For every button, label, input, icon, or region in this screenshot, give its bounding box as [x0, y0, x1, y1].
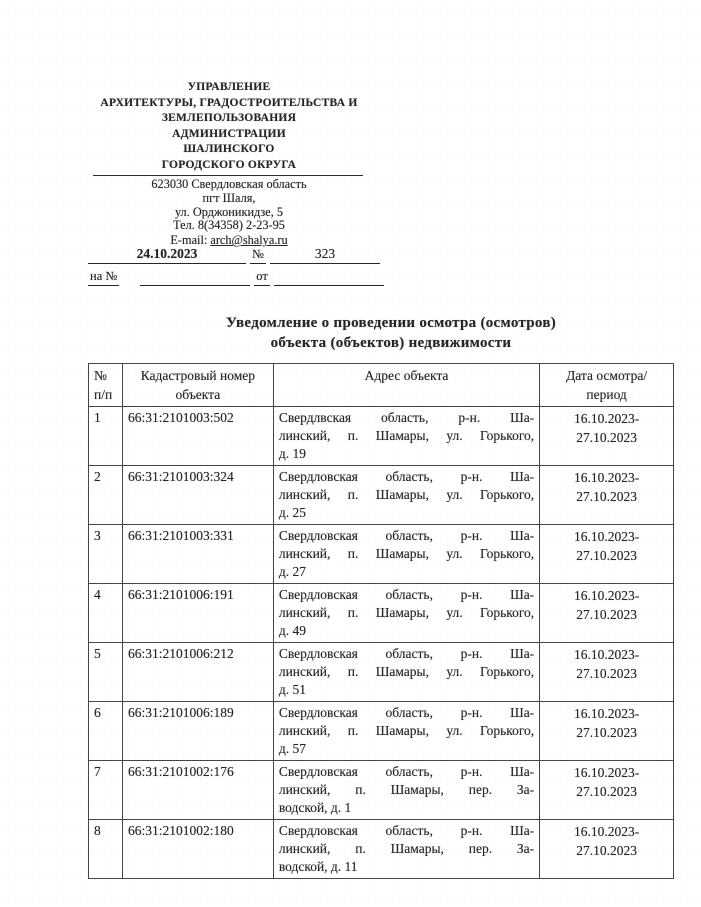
org-name-line: ЗЕМЛЕПОЛЬЗОВАНИЯ	[161, 112, 297, 124]
org-name-line: УПРАВЛЕНИЕ	[187, 81, 271, 93]
table-row	[89, 761, 674, 820]
object-address: Свердловская область, р-н. Ша- линский, п. Шамары, ул. Горького, д. 57	[273, 702, 539, 761]
row-number: 4	[89, 584, 123, 643]
email-label: E-mail:	[170, 233, 208, 248]
object-address: Свердловская область, р-н. Ша- линский, п. Шамары, ул. Горького, д. 25	[273, 466, 539, 525]
contact-line: ул. Орджоникидзе, 5	[174, 204, 284, 219]
reply-from-label: от	[254, 269, 270, 286]
object-address: Свердловская область, р-н. Ша- линский, п. Шамары, ул. Горького, д. 27	[273, 525, 539, 584]
row-number: 5	[89, 643, 123, 702]
org-name-line: АДМИНИСТРАЦИИ	[172, 127, 286, 140]
cadastral-number: 66:31:2101006:191	[122, 584, 273, 643]
inspection-date: 16.10.2023- 27.10.2023	[540, 525, 674, 584]
doc-meta-row-1	[88, 246, 398, 264]
header-object-address: Адрес объекта	[273, 364, 539, 407]
contact-line: Тел. 8(34358) 2-23-95	[173, 218, 285, 233]
row-number: 1	[89, 407, 123, 466]
object-address: Свердловская область, р-н. Ша- линский, п. Шамары, пер. За- водской, д. 11	[273, 820, 539, 879]
notice-title-line-2: объекта (объектов) недвижимости	[270, 334, 512, 351]
organization-name	[86, 80, 372, 175]
letterhead	[86, 80, 372, 247]
org-name-line: АРХИТЕКТУРЫ, ГРАДОСТРОИТЕЛЬСТВА И	[100, 96, 358, 109]
doc-meta	[88, 246, 398, 286]
cadastral-number: 66:31:2101006:212	[122, 643, 273, 702]
email-address: arch@shalya.ru	[210, 233, 288, 248]
row-number: 8	[89, 820, 123, 879]
notice-title-line-1: Уведомление о проведении осмотра (осмотров)	[225, 315, 557, 331]
reply-number-field	[140, 269, 250, 286]
notice-title	[98, 314, 684, 353]
org-name-line: ГОРОДСКОГО ОКРУГА	[161, 158, 297, 171]
org-name-line: ШАЛИНСКОГО	[183, 143, 275, 155]
row-number: 3	[89, 525, 123, 584]
table-row	[89, 584, 674, 643]
table-row	[89, 820, 674, 879]
cadastral-number: 66:31:2101002:176	[122, 761, 273, 820]
row-number: 2	[89, 466, 123, 525]
contact-line: 623030 Свердловская область	[151, 177, 307, 191]
contact-address	[86, 178, 372, 247]
reply-number-label: на №	[88, 269, 119, 286]
header-cadastral-number: Кадастровый номер объекта	[122, 364, 273, 407]
cadastral-number: 66:31:2101003:502	[122, 407, 273, 466]
doc-number-label: №	[250, 247, 266, 264]
table-header-row	[89, 364, 674, 407]
inspection-date: 16.10.2023- 27.10.2023	[540, 702, 674, 761]
inspection-date: 16.10.2023- 27.10.2023	[540, 820, 674, 879]
cadastral-number: 66:31:2101006:189	[122, 702, 273, 761]
table-row	[89, 643, 674, 702]
objects-table	[88, 363, 674, 879]
row-number: 7	[89, 761, 123, 820]
cadastral-number: 66:31:2101002:180	[122, 820, 273, 879]
table-row	[89, 702, 674, 761]
table-row	[89, 407, 674, 466]
contact-line: пгт Шаля,	[202, 190, 256, 205]
doc-date-field: 24.10.2023	[88, 246, 246, 264]
inspection-date: 16.10.2023- 27.10.2023	[540, 466, 674, 525]
object-address: Свердловская область, р-н. Ша- линский, п. Шамары, ул. Горького, д. 51	[273, 643, 539, 702]
inspection-date: 16.10.2023- 27.10.2023	[540, 584, 674, 643]
inspection-date: 16.10.2023- 27.10.2023	[540, 643, 674, 702]
reply-from-field	[274, 269, 384, 286]
inspection-date: 16.10.2023- 27.10.2023	[540, 761, 674, 820]
cadastral-number: 66:31:2101003:331	[122, 525, 273, 584]
table-row	[89, 466, 674, 525]
object-address: Свердловская область, р-н. Ша- линский, п. Шамары, пер. За- водской, д. 1	[273, 761, 539, 820]
header-inspection-date: Дата осмотра/ период	[540, 364, 674, 407]
header-row-number: № п/п	[89, 364, 123, 407]
object-address: Свердловская область, р-н. Ша- линский, п. Шамары, ул. Горького, д. 49	[273, 584, 539, 643]
letterhead-divider-rule	[93, 175, 363, 176]
inspection-date: 16.10.2023- 27.10.2023	[540, 407, 674, 466]
table-row	[89, 525, 674, 584]
object-address: Свердлвская область, р-н. Ша- линский, п. Шамары, ул. Горького, д. 19	[273, 407, 539, 466]
row-number: 6	[89, 702, 123, 761]
doc-number-field: 323	[270, 246, 380, 264]
cadastral-number: 66:31:2101003:324	[122, 466, 273, 525]
doc-meta-row-2	[88, 269, 398, 286]
